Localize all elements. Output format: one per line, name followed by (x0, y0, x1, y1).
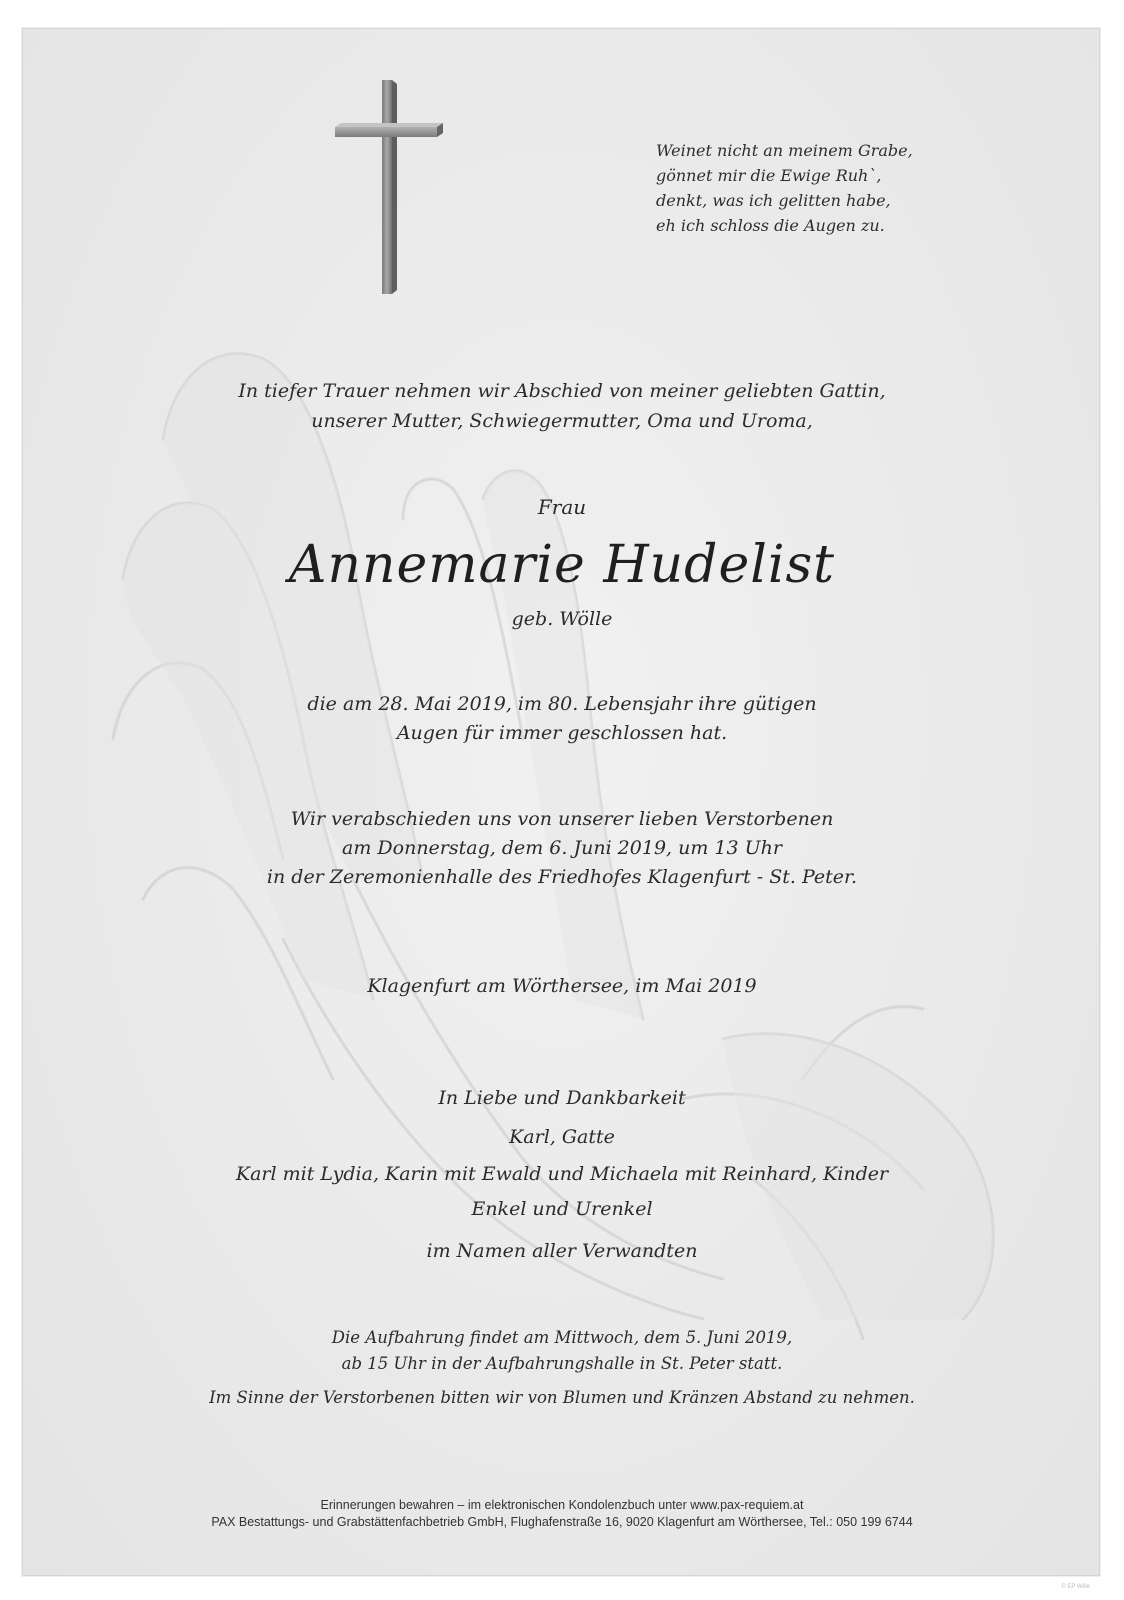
cross-icon (335, 80, 447, 294)
death-notice-line: die am 28. Mai 2019, im 80. Lebensjahr ihre gütigen (307, 693, 817, 715)
mourner-relatives: im Namen aller Verwandten (426, 1240, 698, 1262)
footer-condolence-link: Erinnerungen bewahren – im elektronischen Kondolenzbuch unter www.pax-requiem.at (320, 1498, 804, 1512)
funeral-line: in der Zeremonienhalle des Friedhofes Klagenfurt - St. Peter. (266, 866, 858, 888)
wake-info (0, 1325, 1124, 1377)
mourner-grandchildren: Enkel und Urenkel (471, 1198, 653, 1220)
mourner-children: Karl mit Lydia, Karin mit Ewald und Michaela mit Reinhard, Kinder (235, 1163, 889, 1185)
funeral-info (0, 805, 1124, 892)
funeral-line: am Donnerstag, dem 6. Juni 2019, um 13 Uhr (342, 837, 782, 859)
intro-text (0, 376, 1124, 436)
poem-line: eh ich schloss die Augen zu. (656, 216, 885, 235)
closing-phrase: In Liebe und Dankbarkeit (438, 1087, 686, 1109)
intro-line: unserer Mutter, Schwiegermutter, Oma und Uroma, (311, 410, 813, 432)
copyright-note: © EP Wille (1061, 1584, 1090, 1590)
deceased-name: Annemarie Hudelist (288, 535, 836, 595)
poem-line: gönnet mir die Ewige Ruh`, (656, 166, 882, 185)
poem (656, 138, 976, 238)
death-notice (0, 690, 1124, 748)
funeral-line: Wir verabschieden uns von unserer lieben Verstorbenen (290, 808, 834, 830)
place-date: Klagenfurt am Wörthersee, im Mai 2019 (367, 975, 757, 997)
death-notice-line: Augen für immer geschlossen hat. (396, 722, 728, 744)
mourner-husband: Karl, Gatte (509, 1126, 615, 1148)
intro-line: In tiefer Trauer nehmen wir Abschied von meiner geliebten Gattin, (238, 380, 886, 402)
maiden-name: geb. Wölle (511, 608, 613, 630)
footer-company-info: PAX Bestattungs- und Grabstättenfachbetrieb GmbH, Flughafenstraße 16, 9020 Klagenfurt am Wörthersee, Tel.: 050 199 6744 (211, 1515, 913, 1529)
wake-line: Die Aufbahrung findet am Mittwoch, dem 5. Juni 2019, (331, 1328, 793, 1347)
flowers-note: Im Sinne der Verstorbenen bitten wir von Blumen und Kränzen Abstand zu nehmen. (209, 1388, 915, 1407)
wake-line: ab 15 Uhr in der Aufbahrungshalle in St. Peter statt. (341, 1354, 783, 1373)
poem-line: Weinet nicht an meinem Grabe, (656, 141, 913, 160)
poem-line: denkt, was ich gelitten habe, (656, 191, 891, 210)
salutation: Frau (537, 495, 587, 519)
